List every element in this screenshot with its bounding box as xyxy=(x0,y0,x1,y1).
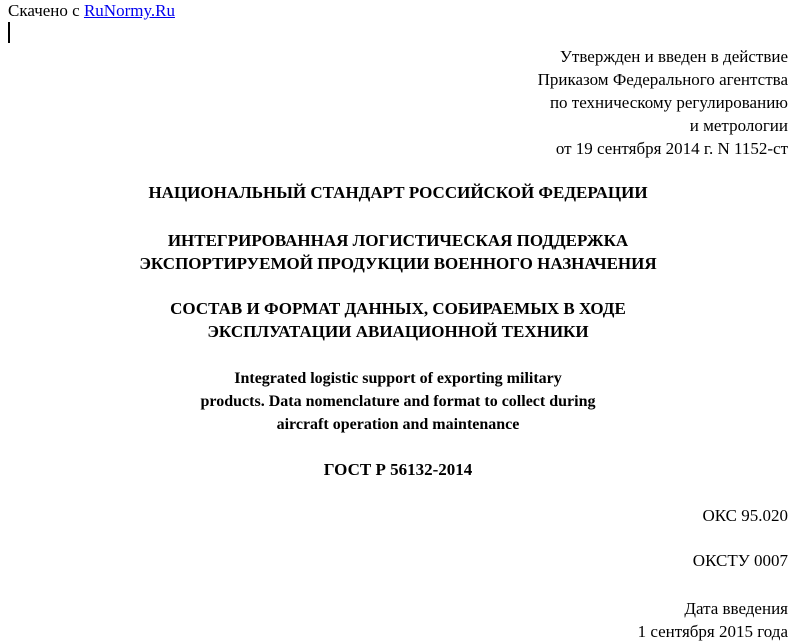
introduction-date: 1 сентября 2015 года xyxy=(637,622,788,641)
topic-line: ЭКСПОРТИРУЕМОЙ ПРОДУКЦИИ ВОЕННОГО НАЗНАЧЕНИЯ xyxy=(139,254,657,273)
approval-line: и метрологии xyxy=(689,116,788,135)
gost-number: ГОСТ Р 56132-2014 xyxy=(323,460,473,479)
topic-line: ИНТЕГРИРОВАННАЯ ЛОГИСТИЧЕСКАЯ ПОДДЕРЖКА xyxy=(167,231,629,250)
approval-line: Утвержден и введен в действие xyxy=(559,47,788,66)
standard-title: НАЦИОНАЛЬНЫЙ СТАНДАРТ РОССИЙСКОЙ ФЕДЕРАЦИИ xyxy=(148,183,648,202)
topic-heading xyxy=(0,229,790,275)
english-title xyxy=(0,367,790,436)
english-title-line: aircraft operation and maintenance xyxy=(276,416,520,433)
introduction-date-block xyxy=(638,597,788,643)
source-prefix: Скачено с xyxy=(8,1,84,20)
approval-line: по техническому регулированию xyxy=(549,93,788,112)
subtitle-line: СОСТАВ И ФОРМАТ ДАННЫХ, СОБИРАЕМЫХ В ХОДЕ xyxy=(170,299,626,318)
text-cursor xyxy=(8,22,10,43)
approval-block xyxy=(538,45,788,160)
english-title-line: products. Data nomenclature and format to collect during xyxy=(200,393,596,410)
oks-code: ОКС 95.020 xyxy=(702,506,788,525)
subtitle-line: ЭКСПЛУАТАЦИИ АВИАЦИОННОЙ ТЕХНИКИ xyxy=(207,322,589,341)
source-line xyxy=(8,1,175,21)
okstu-code: ОКСТУ 0007 xyxy=(692,551,788,570)
subtitle-heading xyxy=(0,297,790,343)
introduction-label: Дата введения xyxy=(684,599,788,618)
english-title-line: Integrated logistic support of exporting military xyxy=(234,370,562,387)
approval-line: от 19 сентября 2014 г. N 1152-ст xyxy=(555,139,788,158)
approval-line: Приказом Федерального агентства xyxy=(537,70,788,89)
runormy-link[interactable]: RuNormy.Ru xyxy=(83,1,175,20)
